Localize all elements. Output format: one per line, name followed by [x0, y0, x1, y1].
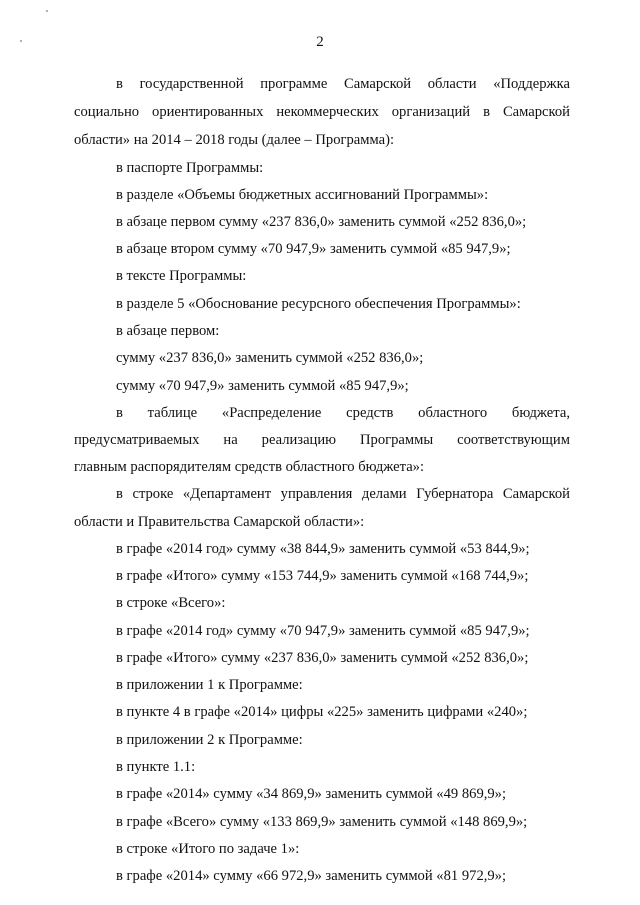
- text-line: [74, 102, 570, 122]
- text-line: в графе «2014» сумму «66 972,9» заменить суммой «81 972,9»;: [116, 868, 507, 884]
- word: государственной: [139, 76, 244, 92]
- word: некоммерческих: [276, 104, 379, 120]
- word: Программы: [360, 432, 434, 448]
- text-line: сумму «70 947,9» заменить суммой «85 947,9»;: [116, 378, 409, 394]
- word: ориентированных: [152, 104, 264, 120]
- text-line: в абзаце первом сумму «237 836,0» заменить суммой «252 836,0»;: [116, 214, 527, 230]
- word: на: [223, 432, 238, 448]
- text-line: в графе «Итого» сумму «237 836,0» заменить суммой «252 836,0»;: [116, 650, 529, 666]
- word: управления: [280, 486, 353, 502]
- text-line: в графе «Всего» сумму «133 869,9» заменить суммой «148 869,9»;: [116, 814, 528, 830]
- text-line: [74, 430, 570, 450]
- word: предусматриваемых: [74, 432, 200, 448]
- word: «Поддержка: [493, 76, 570, 92]
- text-line: области и Правительства Самарской области»:: [74, 514, 365, 530]
- word: Самарской: [502, 486, 570, 502]
- word: «Департамент: [182, 486, 272, 502]
- word: организаций: [391, 104, 471, 120]
- word: области: [427, 76, 477, 92]
- word: в: [116, 486, 123, 502]
- word: бюджета,: [511, 405, 570, 421]
- word: в: [116, 405, 123, 421]
- word: средств: [346, 405, 394, 421]
- text-line: [116, 484, 570, 504]
- word: Самарской: [344, 76, 412, 92]
- text-line: в графе «2014 год» сумму «70 947,9» заменить суммой «85 947,9»;: [116, 623, 530, 639]
- text-line: в тексте Программы:: [116, 268, 247, 284]
- text-line: главным распорядителям средств областного бюджета»:: [74, 459, 425, 475]
- word: социально: [74, 104, 140, 120]
- text-line: в графе «2014 год» сумму «38 844,9» заменить суммой «53 844,9»;: [116, 541, 530, 557]
- word: Губернатора: [416, 486, 494, 502]
- text-line: в приложении 1 к Программе:: [116, 677, 303, 693]
- word: программе: [260, 76, 328, 92]
- word: делами: [361, 486, 407, 502]
- text-line: [116, 403, 570, 423]
- text-line: в графе «Итого» сумму «153 744,9» заменить суммой «168 744,9»;: [116, 568, 529, 584]
- text-line: области» на 2014 – 2018 годы (далее – Программа):: [74, 132, 395, 148]
- word: Самарской: [502, 104, 570, 120]
- text-line: в пункте 1.1:: [116, 759, 196, 775]
- text-line: в абзаце втором сумму «70 947,9» заменить суммой «85 947,9»;: [116, 241, 511, 257]
- text-line: в графе «2014» сумму «34 869,9» заменить суммой «49 869,9»;: [116, 786, 507, 802]
- text-line: в разделе 5 «Обоснование ресурсного обеспечения Программы»:: [116, 296, 521, 312]
- text-line: [116, 74, 570, 94]
- text-line: в разделе «Объемы бюджетных ассигнований Программы»:: [116, 187, 489, 203]
- text-line: сумму «237 836,0» заменить суммой «252 836,0»;: [116, 350, 424, 366]
- word: реализацию: [261, 432, 337, 448]
- word: в: [116, 76, 123, 92]
- word: соответствующим: [457, 432, 570, 448]
- word: «Распределение: [221, 405, 322, 421]
- word: в: [483, 104, 490, 120]
- page-number: 2: [316, 34, 324, 50]
- word: таблице: [147, 405, 198, 421]
- text-line: в строке «Всего»:: [116, 595, 226, 611]
- text-line: в пункте 4 в графе «2014» цифры «225» заменить цифрами «240»;: [116, 704, 528, 720]
- text-line: в абзаце первом:: [116, 323, 220, 339]
- text-line: в строке «Итого по задаче 1»:: [116, 841, 300, 857]
- word: областного: [418, 405, 488, 421]
- scan-speck: [46, 10, 48, 12]
- text-line: в паспорте Программы:: [116, 160, 264, 176]
- text-line: в приложении 2 к Программе:: [116, 732, 303, 748]
- word: строке: [132, 486, 174, 502]
